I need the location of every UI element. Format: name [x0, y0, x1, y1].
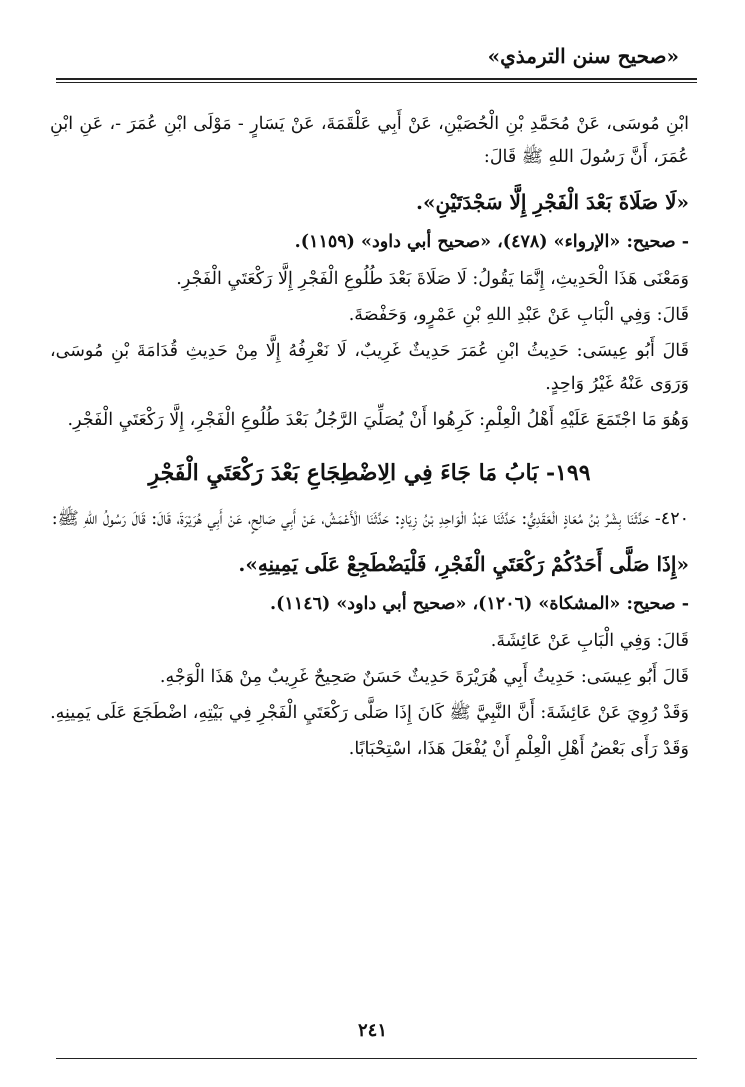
paragraph-isnad-420: ٤٢٠- حَدَّثَنَا بِشْرُ بْنُ مُعَاذٍ الْعَقَدِيُّ: حَدَّثَنَا عَبْدُ الْوَاحِدِ بْنُ زِيَادٍ: حَدَّثَنَا الْأَعْمَشُ، عَنْ أَبِي صَالِحٍ، عَنْ أَبِي هُرَيْرَةَ، قَالَ: قَالَ رَسُولُ اللهِ ﷺ: — [51, 509, 689, 529]
paragraph-abu-isa: قَالَ أَبُو عِيسَى: حَدِيثُ ابْنِ عُمَرَ حَدِيثٌ غَرِيبٌ، لَا نَعْرِفُهُ إِلَّا مِنْ حَدِيثِ قُدَامَةَ بْنِ مُوسَى، وَرَوَى عَنْهُ غَيْرُ وَاحِدٍ. — [50, 341, 689, 394]
hadith-text-420: «إِذَا صَلَّى أَحَدُكُمْ رَكْعَتَيِ الْفَجْرِ، فَلْيَضْطَجِعْ عَلَى يَمِينِهِ». — [238, 552, 689, 576]
running-header-title: «صحيح سنن الترمذي» — [487, 44, 679, 68]
page-body — [50, 108, 689, 769]
paragraph-meaning: وَمَعْنَى هَذَا الْحَدِيثِ، إِنَّمَا يَقُولُ: لَا صَلَاةَ بَعْدَ طُلُوعِ الْفَجْرِ إِلَّا رَكْعَتَيِ الْفَجْرِ. — [176, 269, 689, 289]
chapter-heading: ١٩٩- بَابُ مَا جَاءَ فِي الِاضْطِجَاعِ بَعْدَ رَكْعَتَيِ الْفَجْرِ — [148, 460, 591, 486]
footer-rule — [56, 1058, 697, 1059]
paragraph-aisha-report: وَقَدْ رُوِيَ عَنْ عَائِشَةَ: أَنَّ النَّبِيَّ ﷺ كَانَ إِذَا صَلَّى رَكْعَتَيِ الْفَجْرِ فِي بَيْتِهِ، اضْطَجَعَ عَلَى يَمِينِهِ. — [50, 703, 689, 723]
paragraph-isnad: ابْنِ مُوسَى، عَنْ مُحَمَّدِ بْنِ الْحُصَيْنِ، عَنْ أَبِي عَلْقَمَةَ، عَنْ يَسَارٍ - مَوْلَى ابْنِ عُمَرَ -، عَنِ ابْنِ عُمَرَ، أَنَّ رَسُولَ اللهِ ﷺ قَالَ: — [50, 114, 689, 167]
paragraph-chapter-ref: قَالَ: وَفِي الْبَابِ عَنْ عَبْدِ اللهِ بْنِ عَمْرٍو، وَحَفْصَةَ. — [348, 305, 689, 325]
paragraph-consensus: وَهُوَ مَا اجْتَمَعَ عَلَيْهِ أَهْلُ الْعِلْمِ: كَرِهُوا أَنْ يُصَلِّيَ الرَّجُلُ بَعْدَ طُلُوعِ الْفَجْرِ، إِلَّا رَكْعَتَيِ الْفَجْرِ. — [67, 410, 689, 430]
paragraph-abu-isa-grading: قَالَ أَبُو عِيسَى: حَدِيثُ أَبِي هُرَيْرَةَ حَدِيثٌ حَسَنٌ صَحِيحٌ غَرِيبٌ مِنْ هَذَا الْوَجْهِ. — [159, 667, 689, 687]
paragraph-scholars-view: وَقَدْ رَأَى بَعْضُ أَهْلِ الْعِلْمِ أَنْ يُفْعَلَ هَذَا، اسْتِحْبَابًا. — [348, 739, 689, 759]
grading-note-420: - صحيح: «المشكاة» (١٢٠٦)، «صحيح أبي داود» (١١٤٦). — [270, 594, 689, 614]
hadith-text: «لَا صَلَاةَ بَعْدَ الْفَجْرِ إِلَّا سَجْدَتَيْنِ». — [416, 190, 689, 214]
paragraph-chapter-ref-aisha: قَالَ: وَفِي الْبَابِ عَنْ عَائِشَةَ. — [490, 631, 689, 651]
header-rule — [56, 78, 697, 80]
grading-note: - صحيح: «الإرواء» (٤٧٨)، «صحيح أبي داود» (١١٥٩). — [294, 232, 689, 252]
page-number: ٢٤١ — [357, 1020, 387, 1041]
header-rule-thin — [56, 82, 697, 83]
